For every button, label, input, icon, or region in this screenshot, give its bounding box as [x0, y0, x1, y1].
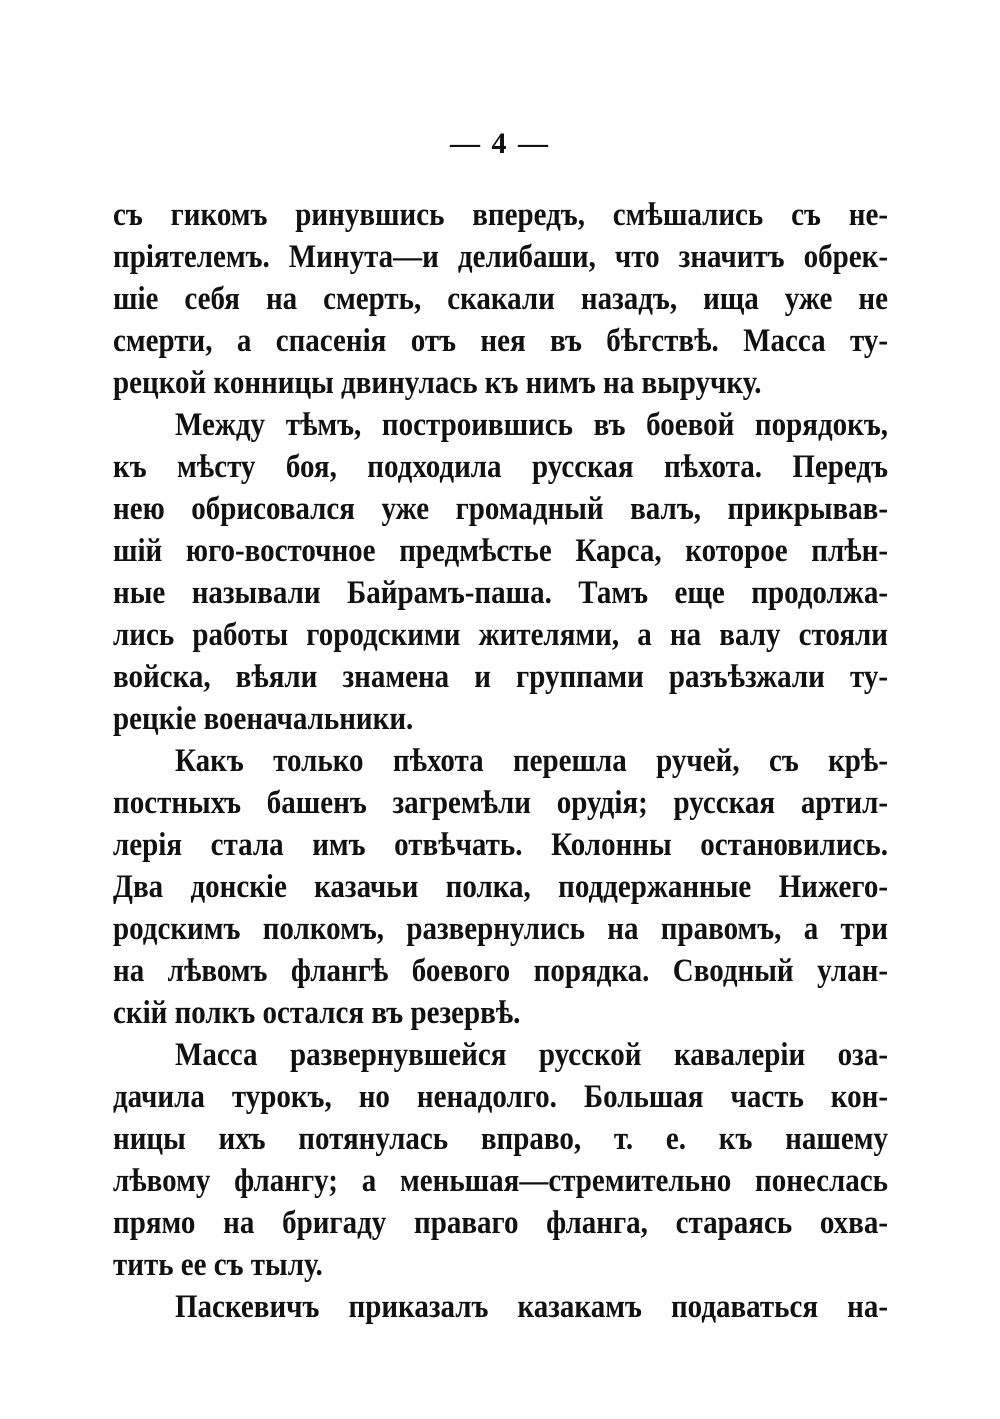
text-line: ные называли Байрамъ-паша. Тамъ еще продолжа-	[113, 575, 888, 611]
paragraph-3	[113, 740, 888, 1034]
text-line: рецкой конницы двинулась къ нимъ на выручку.	[113, 365, 762, 401]
text-line: войска, вѣяли знамена и группами разъѣзжали ту-	[113, 659, 888, 695]
text-line: тить ее съ тылу.	[113, 1247, 323, 1283]
text-line: постныхъ башенъ загремѣли орудія; русская артил-	[113, 785, 888, 821]
text-line: нею обрисовался уже громадный валъ, прикрывав-	[113, 491, 888, 527]
text-line: дачила турокъ, но ненадолго. Большая часть кон-	[113, 1079, 888, 1115]
text-line: къ мѣсту боя, подходила русская пѣхота. Передъ	[113, 449, 888, 485]
paragraph-4	[113, 1034, 888, 1286]
text-line: шій юго-восточное предмѣстье Карса, которое плѣн-	[113, 533, 888, 569]
paragraph-1	[113, 194, 888, 404]
text-line: пріятелемъ. Минута—и делибаши, что значитъ обрек-	[113, 239, 888, 275]
text-line: лись работы городскими жителями, а на валу стояли	[113, 617, 888, 653]
text-line: Какъ только пѣхота перешла ручей, съ крѣ-	[175, 743, 888, 779]
text-line: съ гикомъ ринувшись впередъ, смѣшались съ не-	[113, 197, 888, 233]
text-line: ницы ихъ потянулась вправо, т. е. къ нашему	[113, 1121, 888, 1157]
paragraph-2	[113, 404, 888, 740]
text-line: Два донскіе казачьи полка, поддержанные Нижего-	[113, 869, 888, 905]
text-line: на лѣвомъ флангѣ боевого порядка. Сводный улан-	[113, 953, 888, 989]
paragraph-5	[113, 1286, 888, 1328]
body-text	[113, 194, 888, 1328]
text-line: лѣвому флангу; а меньшая—стремительно понеслась	[113, 1163, 888, 1199]
text-line: скій полкъ остался въ резервѣ.	[113, 995, 521, 1031]
text-line: шіе себя на смерть, скакали назадъ, ища уже не	[113, 281, 888, 317]
text-line: родскимъ полкомъ, развернулись на правомъ, а три	[113, 911, 888, 947]
text-line: Масса развернувшейся русской кавалеріи оза-	[175, 1037, 888, 1073]
page-number: — 4 —	[450, 127, 550, 160]
text-line: Между тѣмъ, построившись въ боевой порядокъ,	[175, 407, 888, 443]
text-line: смерти, а спасенія отъ нея въ бѣгствѣ. Масса ту-	[113, 323, 888, 359]
text-line: лерія стала имъ отвѣчать. Колонны остановились.	[113, 827, 888, 863]
text-line: рецкіе военачальники.	[113, 701, 414, 737]
text-line: Паскевичъ приказалъ казакамъ подаваться на-	[175, 1289, 888, 1325]
text-line: прямо на бригаду праваго фланга, стараясь охва-	[113, 1205, 888, 1241]
